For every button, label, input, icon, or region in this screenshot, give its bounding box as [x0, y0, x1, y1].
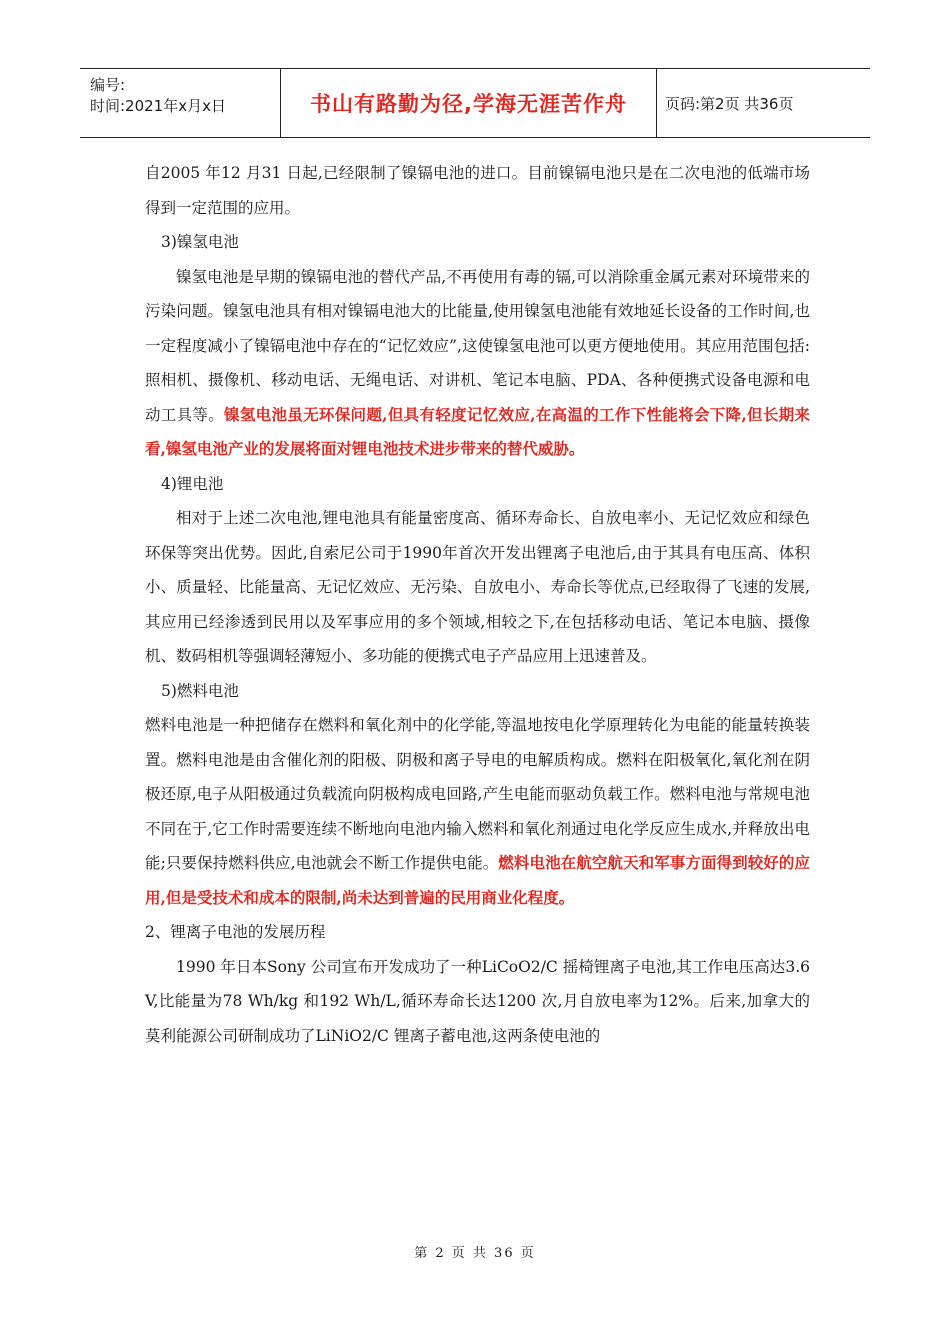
paragraph-fuel-cell [145, 708, 810, 915]
paragraph-fuel-cell-highlight: 燃料电池在航空航天和军事方面得到较好的应用,但是受技术和成本的限制,尚未达到普遍的民用商业化程度。 [145, 853, 810, 907]
heading-fuel-cell: 5)燃料电池 [161, 681, 239, 700]
page-header [80, 68, 870, 138]
header-motto-cell [281, 69, 657, 137]
paragraph-nicd-limit: 自2005 年12 月31 日起,已经限制了镍镉电池的进口。目前镍镉电池只是在二次电池的低端市场得到一定范围的应用。 [145, 164, 810, 217]
document-number: 编号: [90, 76, 126, 94]
heading-lithium: 4)锂电池 [161, 474, 224, 493]
paragraph-nimh-text: 镍氢电池是早期的镍镉电池的替代产品,不再使用有毒的镉,可以消除重金属元素对环境带来的污染问题。镍氢电池具有相对镍镉电池大的比能量,使用镍氢电池能有效地延长设备的工作时间,也一定程度减小了镍镉电池中存在的“记忆效应”,这使镍氢电池可以更方便地使用。其应用范围包括:照相机、摄像机、移动电话、无绳电话、对讲机、笔记本电脑、PDA、各种便携式设备电源和电动工具等。 [145, 267, 810, 424]
paragraph-lithium: 相对于上述二次电池,锂电池具有能量密度高、循环寿命长、自放电率小、无记忆效应和绿色环保等突出优势。因此,自索尼公司于1990年首次开发出锂离子电池后,由于其具有电压高、体积小、质量轻、比能量高、无记忆效应、无污染、自放电小、寿命长等优点,已经取得了飞速的发展,其应用已经渗透到民用以及军事应用的多个领域,相较之下,在包括移动电话、笔记本电脑、摄像机、数码相机等强调轻薄短小、多功能的便携式电子产品应用上迅速普及。 [145, 509, 810, 665]
page-footer: 第 2 页 共 36 页 [414, 1246, 536, 1261]
document-body [145, 156, 810, 1053]
paragraph-nimh-highlight: 镍氢电池虽无环保问题,但具有轻度记忆效应,在高温的工作下性能将会下降,但长期来看,镍氢电池产业的发展将面对锂电池技术进步带来的替代威胁。 [145, 404, 810, 458]
header-motto: 书山有路勤为径,学海无涯苦作舟 [310, 92, 627, 116]
header-meta [80, 69, 281, 137]
document-time: 时间:2021年x月x日 [90, 97, 226, 115]
heading-li-ion-history: 2、锂离子电池的发展历程 [145, 923, 326, 941]
header-page-label: 页码:第2页 共36页 [665, 94, 794, 113]
paragraph-fuel-cell-text: 燃料电池是一种把储存在燃料和氧化剂中的化学能,等温地按电化学原理转化为电能的能量转换装置。燃料电池是由含催化剂的阳极、阴极和离子导电的电解质构成。燃料在阳极氧化,氧化剂在阴极还原,电子从阳极通过负载流向阴极构成电回路,产生电能而驱动负载工作。燃料电池与常规电池不同在于,它工作时需要连续不断地向电池内输入燃料和氧化剂通过电化学反应生成水,并释放出电能;只要保持燃料供应,电池就会不断工作提供电能。 [145, 716, 810, 872]
paragraph-nimh [145, 260, 810, 467]
header-page-info [657, 69, 870, 137]
paragraph-li-ion-history: 1990 年日本Sony 公司宣布开发成功了一种LiCoO2/C 摇椅锂离子电池,其工作电压高达3.6 V,比能量为78 Wh/kg 和192 Wh/L,循环寿命长达1200 次,月自放电率为12%。后来,加拿大的莫利能源公司研制成功了LiNiO2/C 锂离子蓄电池,这两条使电池的 [145, 957, 810, 1045]
heading-nimh: 3)镍氢电池 [161, 233, 239, 251]
